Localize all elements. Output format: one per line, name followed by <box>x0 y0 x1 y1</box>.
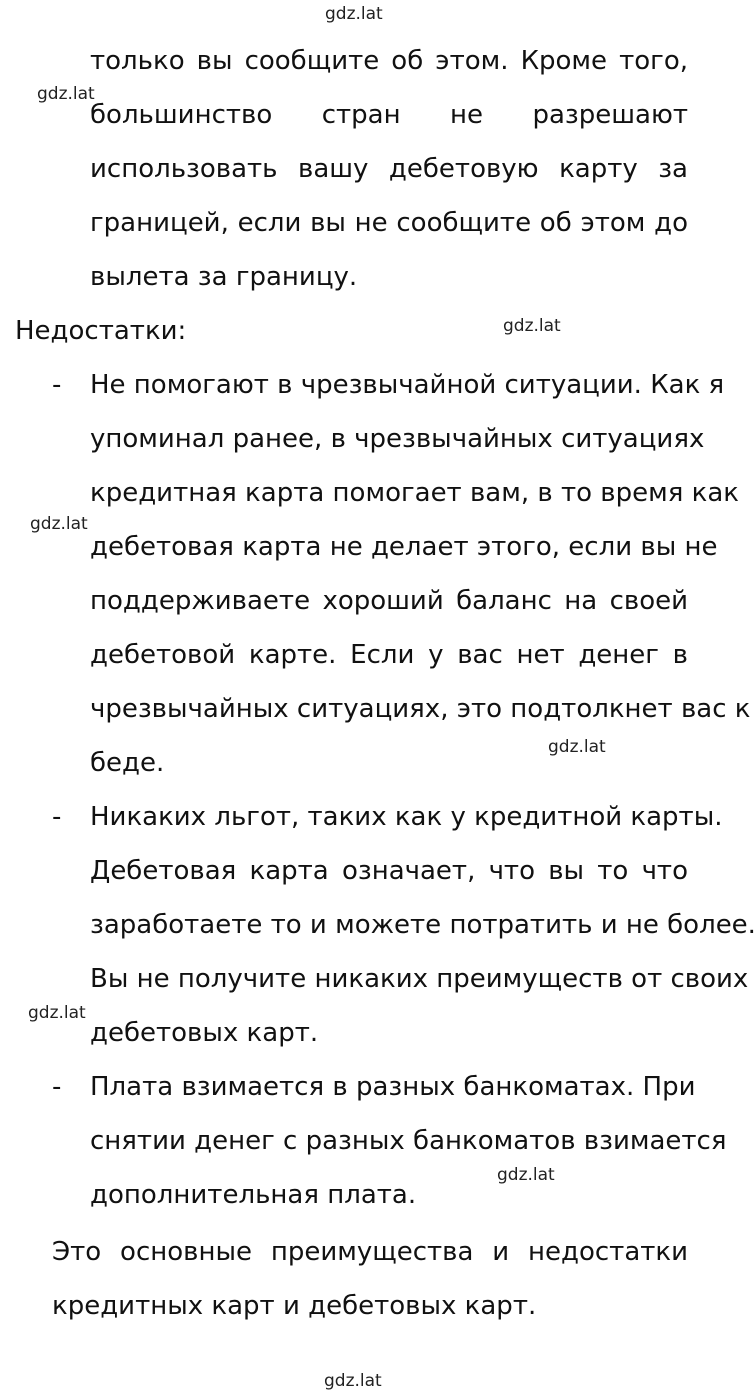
text-line: Это основные преимущества и недостатки <box>52 1237 688 1267</box>
bullet-marker: - <box>52 370 62 400</box>
text-line: беде. <box>90 748 165 778</box>
text-line: Вы не получите никаких преимуществ от своих <box>90 964 749 994</box>
watermark: gdz.lat <box>503 316 561 336</box>
text-line: кредитных карт и дебетовых карт. <box>52 1291 537 1321</box>
text-line: дебетовых карт. <box>90 1018 319 1048</box>
text-line: Не помогают в чрезвычайной ситуации. Как я <box>90 370 725 400</box>
text-line: вылета за границу. <box>90 262 358 292</box>
text-line: упоминал ранее, в чрезвычайных ситуациях <box>90 424 705 454</box>
text-line: Плата взимается в разных банкоматах. При <box>90 1072 696 1102</box>
watermark-top: gdz.lat <box>325 4 383 24</box>
text-line: дебетовая карта не делает этого, если вы не <box>90 532 718 562</box>
text-line: только вы сообщите об этом. Кроме того, <box>90 46 688 76</box>
text-line: чрезвычайных ситуациях, это подтолкнет вас к <box>90 694 751 724</box>
text-line: большинство стран не разрешают <box>90 100 688 130</box>
text-line: Дебетовая карта означает, что вы то что <box>90 856 688 886</box>
text-line: поддерживаете хороший баланс на своей <box>90 586 688 616</box>
text-line: кредитная карта помогает вам, в то время как <box>90 478 739 508</box>
text-line: снятии денег с разных банкоматов взимается <box>90 1126 727 1156</box>
watermark: gdz.lat <box>30 514 88 534</box>
text-line: дебетовой карте. Если у вас нет денег в <box>90 640 688 670</box>
text-line: границей, если вы не сообщите об этом до <box>90 208 688 238</box>
watermark: gdz.lat <box>548 737 606 757</box>
watermark: gdz.lat <box>497 1165 555 1185</box>
text-line: использовать вашу дебетовую карту за <box>90 154 688 184</box>
text-line: Никаких льгот, таких как у кредитной карты. <box>90 802 723 832</box>
cons-heading: Недостатки: <box>15 316 187 346</box>
bullet-marker: - <box>52 802 62 832</box>
bullet-marker: - <box>52 1072 62 1102</box>
text-line: дополнительная плата. <box>90 1180 417 1210</box>
watermark: gdz.lat <box>37 84 95 104</box>
text-line: заработаете то и можете потратить и не более. <box>90 910 756 940</box>
watermark-bottom: gdz.lat <box>324 1371 382 1391</box>
watermark: gdz.lat <box>28 1003 86 1023</box>
